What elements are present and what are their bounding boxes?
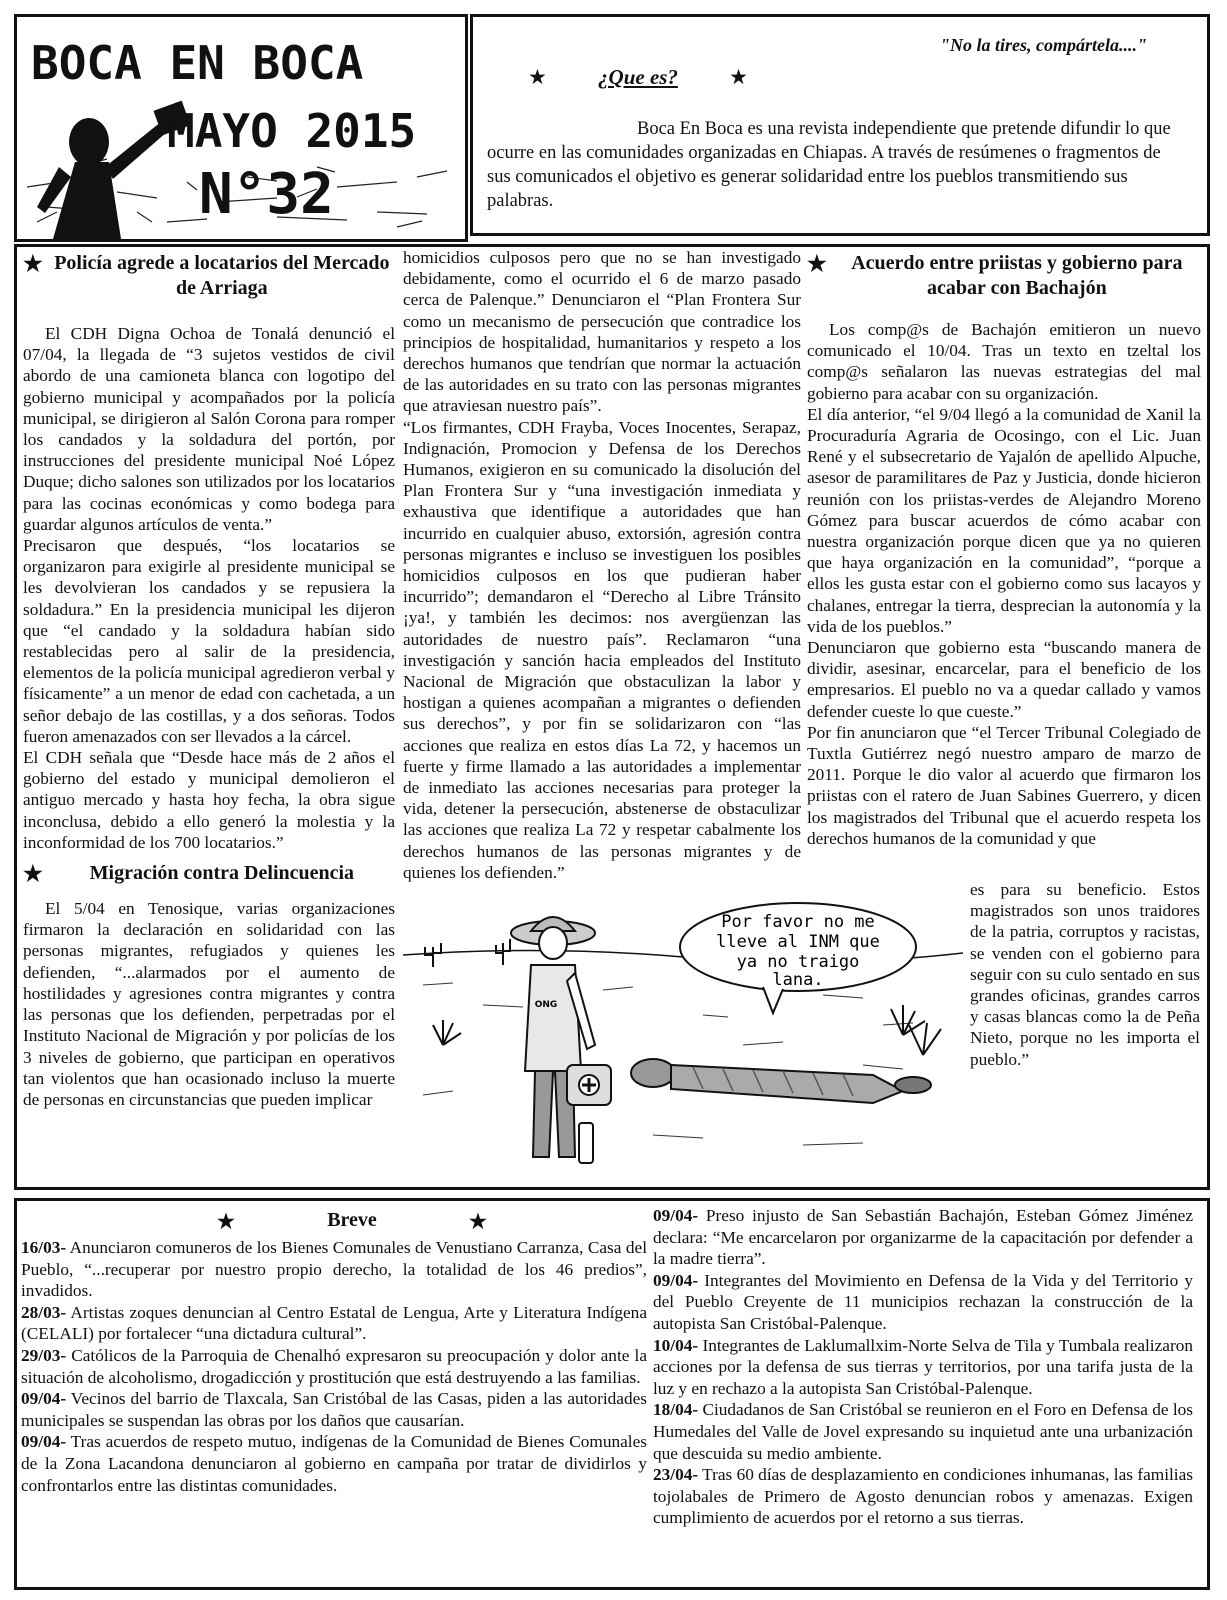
- speech-line: lana.: [772, 970, 824, 990]
- tagline: "No la tires, compártela....": [940, 35, 1147, 55]
- masthead: [14, 14, 468, 242]
- star-icon: ★: [469, 1211, 487, 1233]
- star-icon: ★: [729, 65, 748, 89]
- comic-illustration: [403, 895, 963, 1187]
- aid-worker-figure: [511, 917, 611, 1157]
- breve-item-date: 16/03-: [21, 1238, 67, 1257]
- article-1-paragraph: El CDH Digna Ochoa de Tonalá denunció el 07/04, la llegada de “3 sujetos vestidos de civil abordo de una camioneta blanca con logotipo del gobierno municipal y acompañados por la policía municipal, se dirigieron al Salón Corona para romper los candados y la soldadura del portón, por instrucciones del presidente municipal Noé López Duque; dicho salones son utilizados por los locatarios para las cocinas económicas y como bodega para guardar algunos artículos de venta.”: [23, 324, 395, 534]
- article-1-paragraph: El CDH señala que “Desde hace más de 2 años el gobierno del estado y municipal demolieron el antiguo mercado y hasta hoy fecha, la obra sigue inconclusa, debido a ello generó la molestia y la inconformidad de los 700 locatarios.”: [23, 748, 395, 852]
- speech-line: lleve al INM que: [716, 932, 880, 952]
- article-2-heading: [23, 861, 395, 886]
- breve-item: [21, 1345, 647, 1388]
- article-2-paragraph: El 5/04 en Tenosique, varias organizaciones firmaron la declaración en solidaridad con las personas migrantes, refugiados y quienes les defienden, “...alarmados por el aumento de hostilidades y agresiones contra migrantes y contra las personas que los defienden, perpetradas por el Instituto Nacional de Migración y por policías de los 3 niveles de gobierno, que participan en operativos tan violentos que han ocasionado incluso la muerte de personas en circunstancias que pueden implicar: [23, 899, 395, 1109]
- breve-item: [653, 1464, 1193, 1529]
- breve-box: [14, 1198, 1210, 1590]
- star-icon: ★: [23, 251, 43, 276]
- article-3-continuation: [970, 879, 1200, 1070]
- main-content-box: [14, 244, 1210, 1190]
- breve-item-date: 28/03-: [21, 1302, 67, 1322]
- breve-heading: [217, 1209, 487, 1234]
- speech-line: ya no traigo: [736, 952, 860, 972]
- column-3: [807, 251, 1201, 849]
- star-icon: ★: [217, 1211, 235, 1233]
- breve-item-date: 23/04-: [653, 1465, 699, 1485]
- article-1-heading: [23, 251, 395, 301]
- breve-item-text: Integrantes de Laklumallxim-Norte Selva de Tila y Tumbala realizaron acciones por la defensa de sus tierras y territorios, por una tarifa justa de la luz y en rechazo a la autopista San Cristóbal-Palenque.: [653, 1335, 1193, 1398]
- article-3-paragraph: Denunciaron que gobierno esta “buscando manera de dividir, asesinar, encarcelar, para el beneficio de los empresarios. El pueblo no va a quedar callado y vamos defender cueste lo que cueste.”: [807, 638, 1201, 721]
- lying-migrant-figure: [631, 1059, 931, 1103]
- breve-item-date: 18/04-: [653, 1400, 699, 1420]
- star-icon: ★: [528, 65, 547, 89]
- article-2-continuation: “Los firmantes, CDH Frayba, Voces Inocentes, Serapaz, Indignación, Promocion y Defensa de los Derechos Humanos, exigieron en su comunicado la disolución del Plan Frontera Sur y “una investigación inmediata y exhaustiva que identifique a autoridades que han incurrido en cualquier abuso, extorsión, agresión contra personas migrantes e incluso se investiguen los posibles homicidios culposos en los que pudieran haber incurrido”; demandaron el “Derecho al Libre Tránsito ¡ya!, y también les decimos: nos avergüenzan las autoridades de nuestro país”. Reclamaron “una investigación y sanción hacia empleados del Instituto Nacional de Migración que obstaculizan la labor y hostigan a quienes acompañan a migrantes o defienden sus derechos”, y por fin se solidarizaron con “las acciones que realiza en estos días La 72, y hacemos un fuerte y firme llamado a las autoridades a implementar de inmediato las acciones necesarias para proteger la vida, detener la persecución, abstenerse de obstaculizar las acciones que realiza La 72 y respetar cabalmente los derechos humanos de las personas migrantes y de quienes los defienden.”: [403, 417, 801, 882]
- about-title: ¿Que es?: [598, 65, 678, 89]
- about-heading: [528, 65, 748, 90]
- masthead-artwork: [17, 17, 465, 239]
- comic-drawing: [403, 895, 963, 1187]
- breve-item: [21, 1237, 647, 1302]
- breve-left-column: [21, 1237, 647, 1496]
- about-box: [470, 14, 1210, 236]
- article-1-paragraph: Precisaron que después, “los locatarios se organizaron para exigirle al presidente municipal se les devolvieran los candados y se repusiera la soldadura.” En la presidencia municipal les dijeron que “el candado y la soldadura habían sido restablecidas pero al salir de la presidencia, elementos de la policía municipal agredieron verbal y físicamente” a un menor de edad con cachetada, a un señor debajo de las costillas, y a dos señoras. Todos fueron amenazados con ser llevados a la cárcel.: [23, 536, 395, 746]
- breve-item: [653, 1205, 1193, 1270]
- about-body: Boca En Boca es una revista independiente que pretende difundir lo que ocurre en las comunidades organizadas en Chiapas. A través de resúmenes o fragmentos de sus comunicados el objetivo es generar solidaridad entre los pueblos transmitiendo sus palabras.: [487, 119, 1171, 211]
- breve-item-text: Tras acuerdos de respeto mutuo, indígenas de la Comunidad de Bienes Comunales de la Zona Lacandona denunciaron al gobierno en campaña por tratar de dividirlos y confrontarlos entre las distintas comunidades.: [21, 1432, 647, 1495]
- breve-item: [653, 1399, 1193, 1464]
- breve-item-text: Artistas zoques denuncian al Centro Estatal de Lengua, Arte y Literatura Indígena (CELALI) por fortalecer “una dictadura cultural”.: [21, 1302, 647, 1344]
- article-2-title: Migración contra Delincuencia: [89, 862, 355, 885]
- breve-item-text: Católicos de la Parroquia de Chenalhó expresaron su preocupación y dolor ante la situación de alcoholismo, drogadicción y prostitución que está destruyendo a las familias.: [21, 1345, 647, 1387]
- breve-item-date: 10/04-: [653, 1335, 699, 1355]
- breve-item-text: Ciudadanos de San Cristóbal se reunieron en el Foro en Defensa de los Humedales del Valle de Jovel expresando su inquietud ante una urbanización que descuida su medio ambiente.: [653, 1400, 1193, 1463]
- column-2: [403, 247, 801, 883]
- article-3-paragraph: Los comp@s de Bachajón emitieron un nuevo comunicado el 10/04. Tras un texto en tzeltal los comp@s señalaron las nuevas estrategias del mal gobierno para acabar con su organización.: [807, 320, 1201, 403]
- breve-item-date: 09/04-: [21, 1432, 67, 1452]
- column-1: [23, 251, 395, 1110]
- article-3-paragraph: Por fin anunciaron que “el Tercer Tribunal Colegiado de Tuxtla Gutiérrez negó nuestro amparo de marzo de 2011. Porque le dio valor al acuerdo que firmaron los priistas con el ratero de Juan Sabines Guerrero, y dicen los magistrados del Tribunal que el acuerdo respeta los derechos humanos de la comunidad y que: [807, 722, 1201, 848]
- masthead-title: BOCA EN BOCA: [31, 36, 364, 90]
- article-3-heading: [807, 251, 1201, 301]
- breve-item-date: 09/04-: [21, 1389, 67, 1409]
- breve-item-text: Anunciaron comuneros de los Bienes Comunales de Venustiano Carranza, Casa del Pueblo, “...recuperar por nuestro propio derecho, la totalidad de los 46 predios”, invadidos.: [21, 1238, 647, 1301]
- breve-item-date: 09/04-: [653, 1270, 699, 1290]
- breve-item: [653, 1335, 1193, 1400]
- breve-item-text: Integrantes del Movimiento en Defensa de la Vida y del Territorio y del Pueblo Creyente de 11 municipios rechazan la construcción de la autopista San Cristóbal-Palenque.: [653, 1270, 1193, 1333]
- masthead-date: MAYO 2015: [167, 104, 417, 158]
- breve-item: [653, 1270, 1193, 1335]
- speech-line: Por favor no me: [721, 912, 875, 932]
- breve-title: Breve: [327, 1209, 377, 1231]
- breve-item: [21, 1431, 647, 1496]
- article-3-paragraph: El día anterior, “el 9/04 llegó a la comunidad de Xanil la Procuraduría Agraria de Ocosingo, con el Lic. Juan René y el subsecretario de Yajalón de apellido Alpuche, asesor de paramilitares de Paz y Justicia, donde hicieron reunión con los priistas-verdes de Alejandro Moreno Gómez para buscar acuerdos de cómo acabar con nuestra organización porque dicen que ya no quieren que haya organización en la comunidad”, “porque a ellos les gusta estar con el gobierno como sus lacayos y chalanes, entregar la tierra, desprecian la autonomía y la vida de los pueblos.”: [807, 404, 1201, 636]
- breve-item-date: 29/03-: [21, 1345, 67, 1365]
- article-2-continuation: homicidios culposos pero que no se han investigado debidamente, como el ocurrido el 6 de marzo pasado cerca de Palenque.” Denunciaron el “Plan Frontera Sur como un mecanismo de persecución que contradice los principios de hospitalidad, humanitarios y respeto a los derechos humanos que tendrían que normar la actuación de las autoridades en su trato con las personas migrantes que atraviesan nuestro país”.: [403, 248, 801, 416]
- article-1-title: Policía agrede a locatarios del Mercado de Arriaga: [54, 252, 390, 299]
- breve-right-column: [653, 1205, 1193, 1529]
- article-3-continuation-text: es para su beneficio. Estos magistrados son unos traidores de la patria, corruptos y racistas, se venden con el gobierno para seguir con su culo sentado en sus grandes oficinas, grandes carros y casas blancas como la de Peña Nieto, porque no les importa el pueblo.”: [970, 880, 1200, 1069]
- breve-item: [21, 1302, 647, 1345]
- breve-item-text: Preso injusto de San Sebastián Bachajón, Esteban Gómez Jiménez declara: “Me encarcelaron por organizarme de la capacitación por defender a la madre tierra”.: [653, 1206, 1193, 1269]
- armband-label: ONG: [534, 1000, 558, 1010]
- breve-item-text: Vecinos del barrio de Tlaxcala, San Cristóbal de las Casas, piden a las autoridades municipales se suspendan las obras por los daños que causarían.: [21, 1389, 647, 1430]
- breve-item-text: Tras 60 días de desplazamiento en condiciones inhumanas, las familias tojolabales de Primero de Agosto denuncian robos y amenazas. Exigen cumplimiento de acuerdos por el retorno a sus tierras.: [653, 1465, 1193, 1528]
- breve-item: [21, 1388, 647, 1431]
- star-icon: ★: [807, 251, 827, 276]
- breve-item-date: 09/04-: [653, 1206, 699, 1225]
- bottle: [579, 1123, 593, 1163]
- masthead-issue-number: N°32: [199, 162, 334, 227]
- star-icon: ★: [23, 861, 43, 887]
- article-3-title: Acuerdo entre priistas y gobierno para acabar con Bachajón: [851, 252, 1183, 299]
